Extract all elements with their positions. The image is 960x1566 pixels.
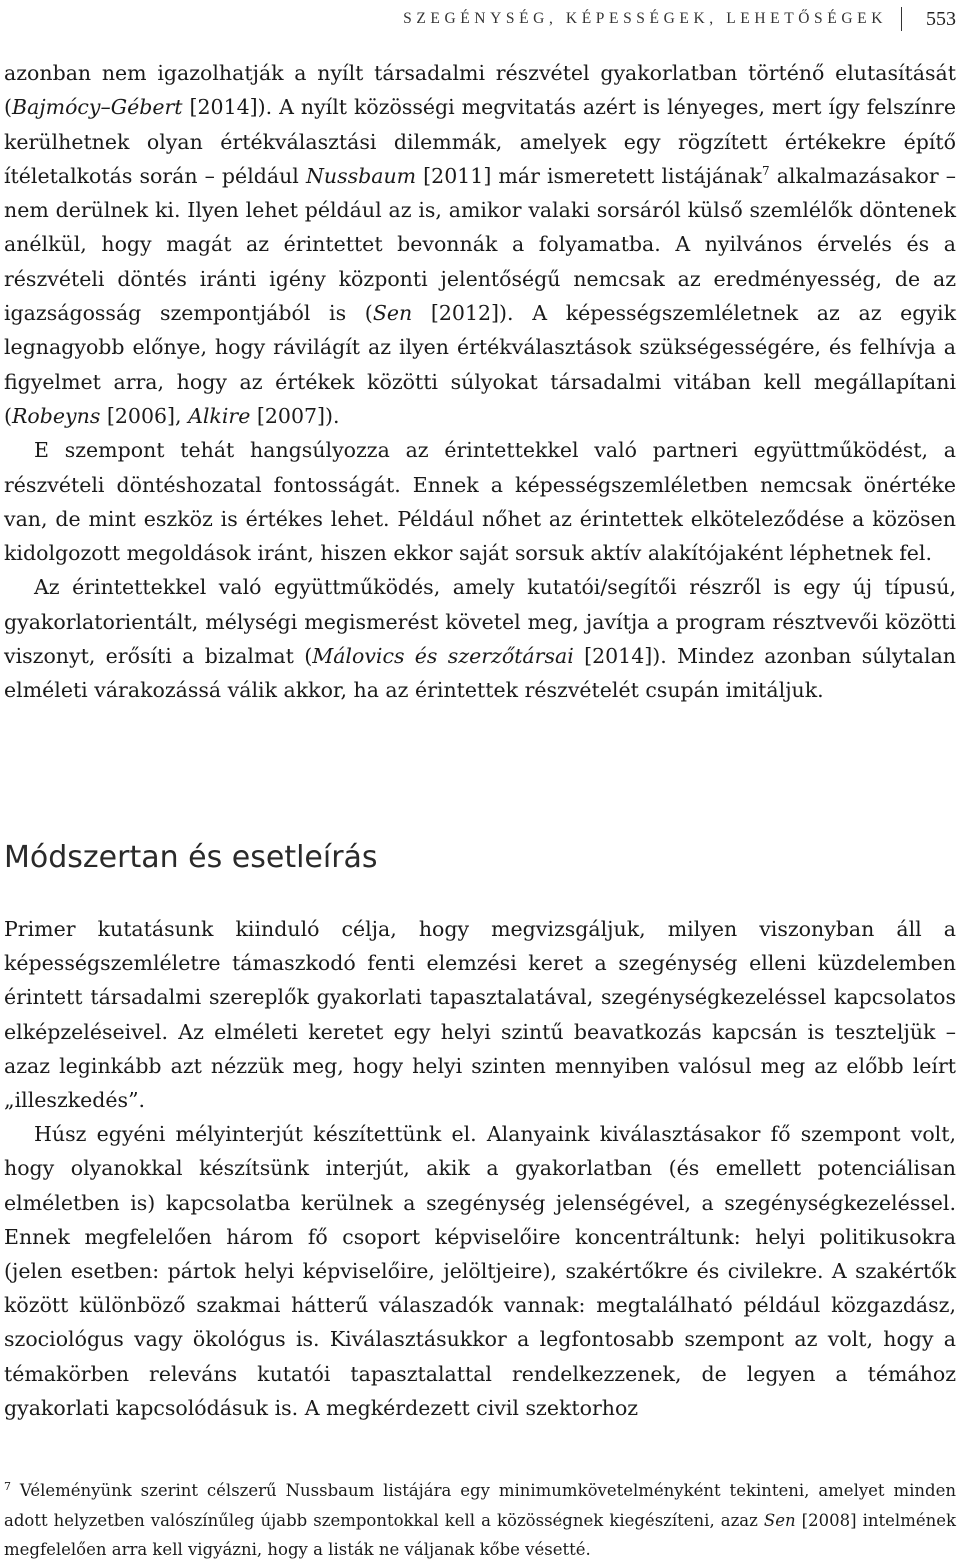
paragraph-2: E szempont tehát hangsúlyozza az érintettekkel való partneri együttműködést, a részvételi döntéshozatal fontosságát. Ennek a képességszemléletben nemcsak önértéke van, de mint eszköz is értékes lehet. Például nőhet az érintettek elköteleződése a közösen kidolgozott megoldások iránt, hiszen ekkor saját sorsuk aktív alakítójaként léphetnek fel.	[4, 438, 956, 566]
text-run: azonban nem igazolhatják a nyílt társadalmi részvétel gyakorlatban történő elutasítását (	[4, 61, 956, 120]
citation-author: Málovics és szerzőtársai	[312, 644, 574, 669]
text-run: [2008] intelmének megfelelően arra kell vigyázni, hogy a listák ne váljanak kőbe vésetté.	[4, 1510, 957, 1559]
text-run: Az érintettekkel való együttműködés, amely kutatói/segítői részről is egy új típusú, gyakorlatorientált, mélységi megismerést követel meg, javítja a program résztvevői közötti viszonyt, erősíti a bizalmat (	[4, 575, 956, 669]
section-paragraph-1: Primer kutatásunk kiinduló célja, hogy megvizsgáljuk, milyen viszonyban áll a képességszemléletre támaszkodó fenti elemzési keret a szegénység elleni küzdelemben érintett társadalmi szereplők gyakorlati tapasztalatával, szegénységkezeléssel kapcsolatos elképzeléseivel. Az elméleti keretet egy helyi szintű beavatkozás kapcsán is teszteljük – azaz leginkább azt nézzük meg, hogy helyi szinten mennyiben valósul meg az előbb leírt „illeszkedés”.	[4, 917, 956, 1113]
main-text	[4, 56, 956, 708]
text-run: [2006],	[100, 403, 189, 428]
section-text	[4, 912, 956, 1425]
paragraph-1	[4, 56, 956, 433]
footnote-reference: 7	[761, 163, 770, 178]
citation-author: Sen	[372, 301, 413, 326]
citation-author: Bajmócy–Gébert	[12, 95, 183, 120]
section-heading: Módszertan és esetleírás	[4, 840, 378, 875]
text-run: Véleményünk szerint célszerű Nussbaum listájára egy minimumkövetelményként tekinteni, amelyet minden adott helyzetben valószínűleg újabb szempontokkal kell a közösségnek kiegészíteni, azaz	[4, 1481, 956, 1530]
section-paragraph-2: Húsz egyéni mélyinterjút készítettünk el. Alanyaink kiválasztásakor fő szempont volt, hogy olyanokkal készítsünk interjút, akik a gyakorlatban (és emellett potenciálisan elméletben is) kapcsolatba kerülnek a szegénység jelenségével, a szegénységkezeléssel. Ennek megfelelően három fő csoport képviselőire koncentráltunk: helyi politikusokra (jelen esetben: pártok helyi képviselőire, jelöltjeire), szakértőkre és civilekre. A szakértők között különböző szakmai hátterű válaszadók vannak: megtalálható például közgazdász, szociológus vagy ökológus is. Kiválasztásukkor a legfontosabb szempont az volt, hogy a témakörben releváns kutatói tapasztalattal rendelkezzenek, de legyen a témához gyakorlati kapcsolódásuk is. A megkérdezett civil szektorhoz	[4, 1122, 956, 1420]
page-number: 553	[926, 7, 956, 30]
footnote-number: 7	[4, 1480, 11, 1493]
footnote	[4, 1476, 956, 1565]
text-run: alkalmazásakor – nem derülnek ki. Ilyen lehet például az is, amikor valaki sorsáról külső szemlélők döntenek anélkül, hogy magát az érintettet bevonnák a folyamatba. A nyilvános érvelés és a részvételi döntés iránti igény központi jelentőségű nemcsak az eredményesség, de az igazságosság szempontjából is (	[4, 163, 956, 326]
text-run: [2011] már ismeretett listájának	[416, 163, 762, 188]
text-run: [2012]). A képességszemléletnek az az egyik legnagyobb előnye, hogy rávilágít az ilyen értékválasztások szükségességére, és felhívja a figyelmet arra, hogy az értékek közötti súlyokat társadalmi vitában kell megállapítani (	[4, 301, 956, 428]
citation-author: Alkire	[188, 403, 251, 428]
text-run: [2014]). A nyílt közösségi megvitatás azért is lényeges, mert így felszínre kerülhetnek olyan értékválasztási dilemmák, amelyek egy rögzített értékekre építő ítéletalkotás során – például	[4, 95, 956, 188]
page-header	[300, 4, 956, 34]
text-run: [2007]).	[250, 403, 340, 428]
text-run: [2014]). Mindez azonban súlytalan elméleti várakozássá válik akkor, ha az érintettek részvételét csupán imitáljuk.	[4, 644, 956, 703]
citation-author: Nussbaum	[305, 163, 417, 188]
citation-author: Sen	[763, 1510, 796, 1530]
citation-author: Robeyns	[12, 403, 101, 428]
paragraph-3	[4, 570, 956, 707]
header-divider	[901, 7, 902, 31]
running-head: SZEGÉNYSÉG, KÉPESSÉGEK, LEHETŐSÉGEK	[403, 10, 887, 27]
